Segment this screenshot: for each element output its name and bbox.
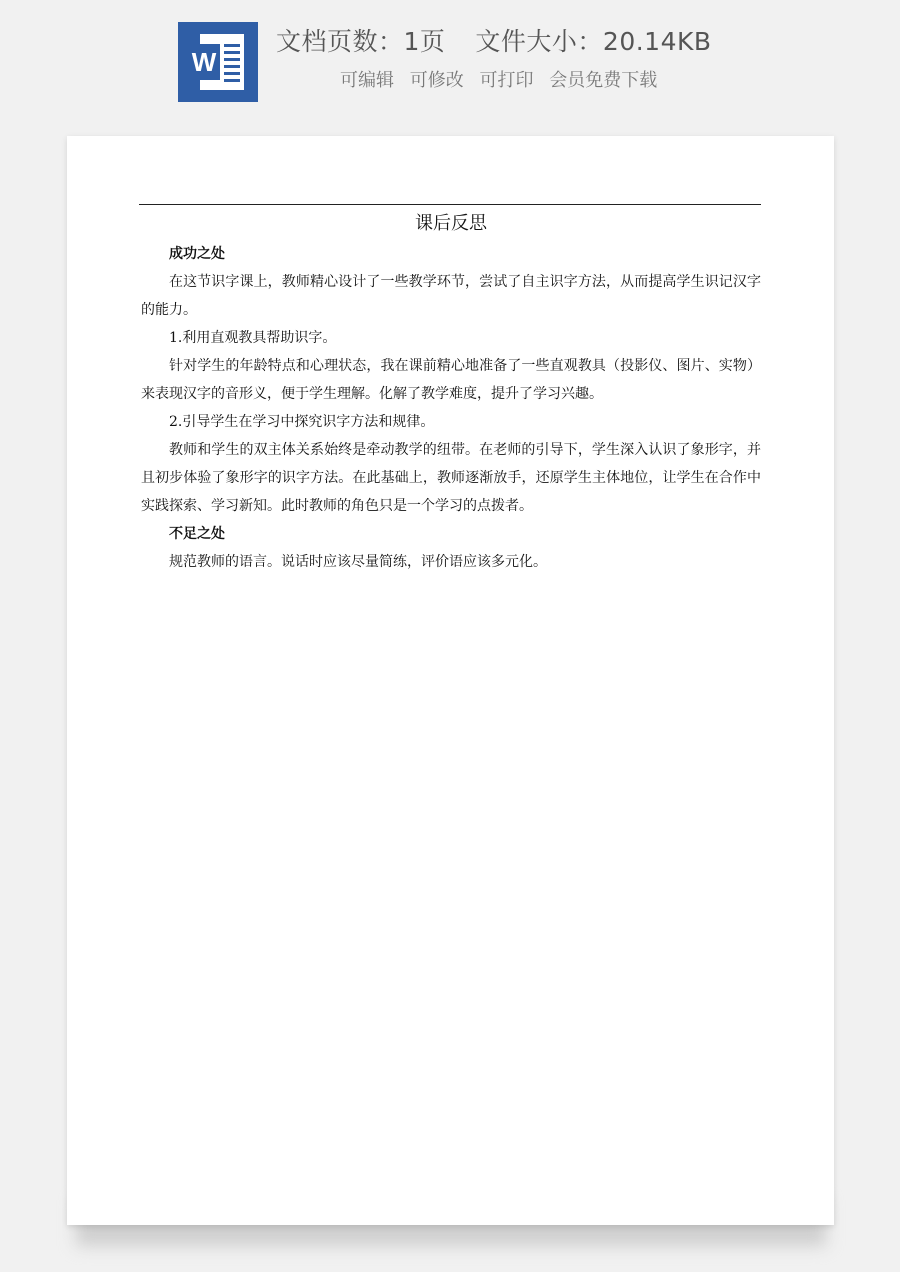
paragraph: 2.引导学生在学习中探究识字方法和规律。 — [169, 414, 435, 430]
paragraph-list — [141, 240, 761, 576]
section-heading: 不足之处 — [169, 526, 225, 542]
paragraph: 在这节识字课上，教师精心设计了一些教学环节，尝试了自主识字方法，从而提高学生识记汉字的能力。 — [141, 274, 761, 318]
section-heading: 成功之处 — [169, 246, 225, 262]
paragraph: 针对学生的年龄特点和心理状态，我在课前精心地准备了一些直观教具（投影仪、图片、实物）来表现汉字的音形义，便于学生理解。化解了教学难度，提升了学习兴趣。 — [141, 358, 761, 402]
file-meta-line — [276, 22, 712, 58]
document-body — [141, 210, 761, 576]
tag-printable: 可打印 — [479, 70, 534, 91]
tag-free-download: 会员免费下载 — [549, 70, 658, 91]
paragraph: 1.利用直观教具帮助识字。 — [169, 330, 337, 346]
file-info-header — [0, 0, 900, 120]
tag-modifiable: 可修改 — [409, 70, 464, 91]
page-count-label: 文档页数：1页 — [276, 27, 446, 56]
word-icon — [178, 22, 258, 102]
tag-editable: 可编辑 — [340, 70, 394, 91]
word-letter: W — [188, 44, 220, 80]
document-page — [67, 136, 834, 1225]
document-title: 课后反思 — [415, 213, 487, 234]
header-rule — [139, 204, 761, 205]
feature-tags — [340, 66, 667, 92]
paragraph: 规范教师的语言。说话时应该尽量简练，评价语应该多元化。 — [169, 554, 547, 570]
paragraph: 教师和学生的双主体关系始终是牵动教学的纽带。在老师的引导下，学生深入认识了象形字，并且初步体验了象形字的识字方法。在此基础上，教师逐渐放手，还原学生主体地位，让学生在合作中实践探索、学习新知。此时教师的角色只是一个学习的点拨者。 — [141, 442, 761, 514]
file-size-label: 文件大小：20.14KB — [475, 27, 712, 56]
